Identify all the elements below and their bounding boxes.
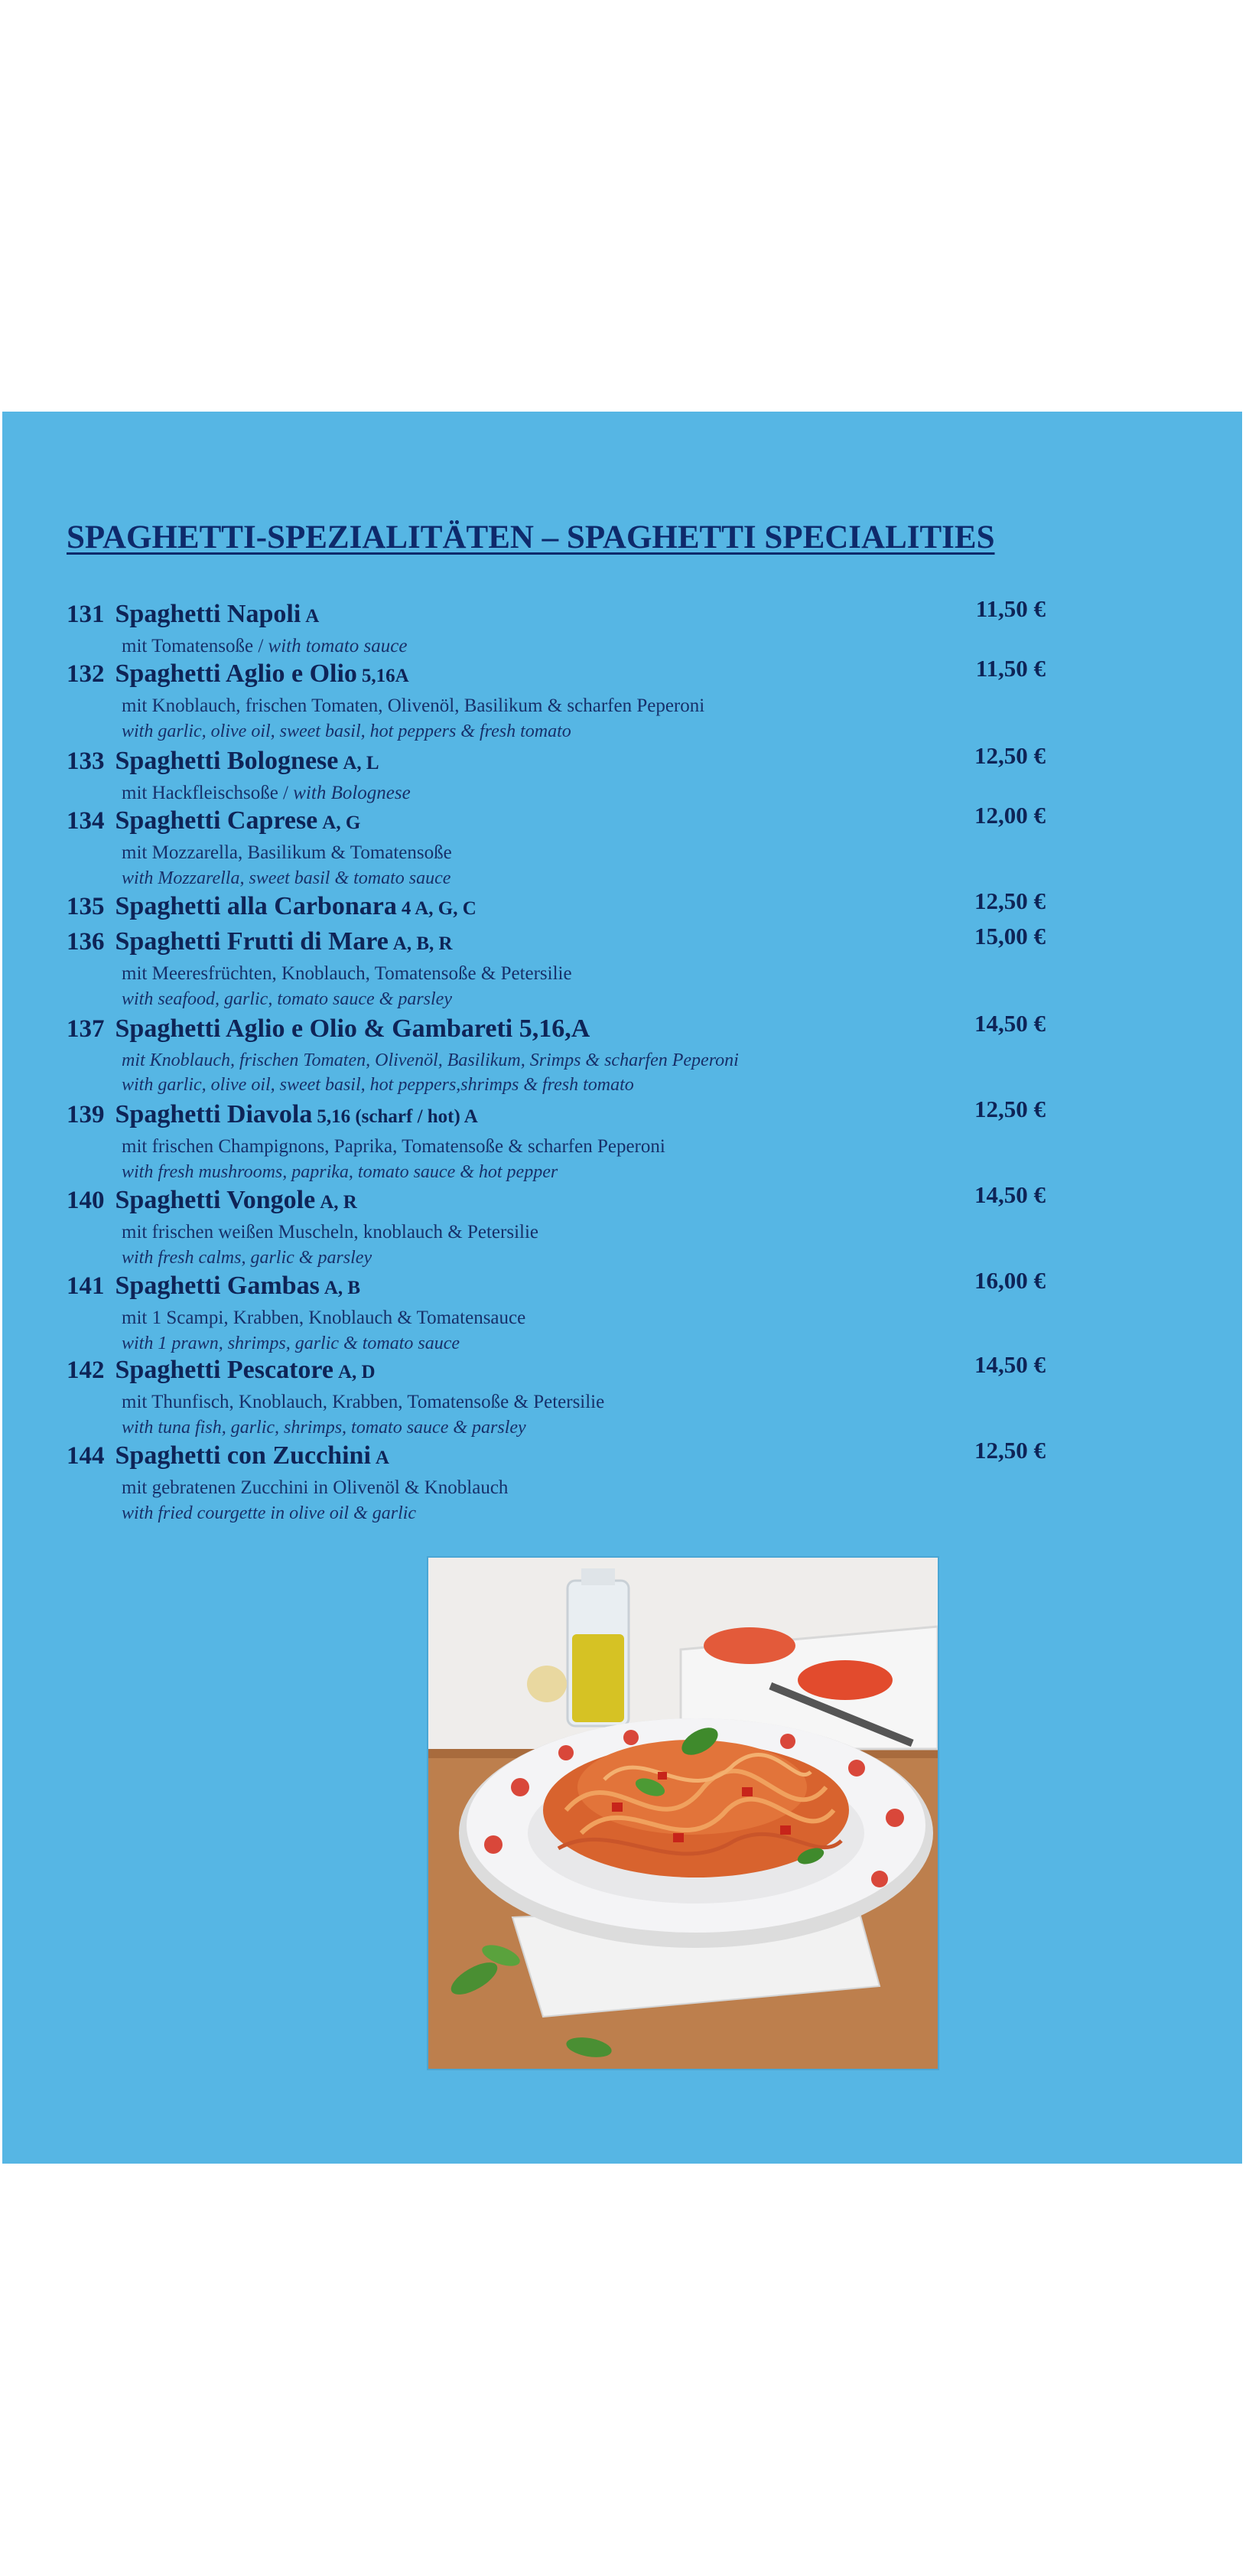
menu-item-131 [67, 595, 1046, 659]
item-name: Spaghetti Gambas [115, 1272, 320, 1300]
menu-item-136 [67, 923, 1046, 1011]
menu-title: SPAGHETTI-SPEZIALITÄTEN – SPAGHETTI SPECIALITIES [67, 519, 995, 555]
item-name: Spaghetti Pescatore [115, 1356, 333, 1384]
item-allergens: A [375, 1448, 389, 1468]
item-number: 135 [67, 893, 105, 920]
item-description-de: mit Hackfleischsoße / [122, 783, 294, 803]
item-description-en: with tomato sauce [268, 636, 408, 656]
item-header [67, 1351, 1046, 1389]
item-number: 141 [67, 1272, 105, 1300]
item-price: 12,00 € [974, 802, 1046, 829]
item-header [67, 1096, 1046, 1134]
item-number: 131 [67, 601, 105, 628]
item-price: 16,00 € [974, 1267, 1046, 1294]
item-description-de: mit Knoblauch, frischen Tomaten, Olivenöl, Basilikum & scharfen Peperoni [122, 695, 705, 716]
item-name: Spaghetti Aglio e Olio [115, 659, 357, 688]
item-price: 11,50 € [975, 655, 1046, 682]
item-description-en: with fresh mushrooms, paprika, tomato sauce & hot pepper [122, 1162, 558, 1182]
item-header [67, 1437, 1046, 1475]
item-header [67, 923, 1046, 961]
item-description-en: with tuna fish, garlic, shrimps, tomato sauce & parsley [122, 1418, 526, 1438]
item-number: 137 [67, 1015, 105, 1043]
item-header [67, 802, 1046, 840]
item-header [67, 1267, 1046, 1305]
item-number: 136 [67, 928, 105, 956]
item-allergens: A, B [324, 1278, 361, 1298]
item-allergens: A, G [322, 813, 361, 833]
spaghetti-dish-photo [428, 1558, 938, 2069]
item-header [67, 595, 1046, 633]
item-header [67, 887, 1046, 926]
item-number: 133 [67, 747, 105, 775]
item-price: 12,50 € [974, 1437, 1046, 1464]
item-description-en: with garlic, olive oil, sweet basil, hot peppers,shrimps & fresh tomato [122, 1075, 634, 1095]
item-allergens: 4 A, G, C [401, 898, 477, 919]
menu-item-137 [67, 1010, 1046, 1097]
item-description-en: with garlic, olive oil, sweet basil, hot peppers & fresh tomato [122, 721, 571, 741]
item-description-de: mit Knoblauch, frischen Tomaten, Olivenöl, Basilikum, Srimps & scharfen Peperoni [122, 1050, 739, 1070]
item-header [67, 742, 1046, 780]
item-allergens: A, R [320, 1192, 357, 1213]
item-number: 132 [67, 660, 105, 688]
menu-item-133 [67, 742, 1046, 806]
item-description-de: mit frischen Champignons, Paprika, Tomatensoße & scharfen Peperoni [122, 1136, 665, 1157]
item-header [67, 1181, 1046, 1220]
item-description [122, 633, 1046, 659]
item-description-de: mit gebratenen Zucchini in Olivenöl & Knoblauch [122, 1477, 509, 1498]
item-description-en: with 1 prawn, shrimps, garlic & tomato sauce [122, 1334, 460, 1353]
item-price: 12,50 € [974, 887, 1046, 914]
item-allergens: A, D [337, 1362, 376, 1382]
item-price: 11,50 € [975, 595, 1046, 622]
item-description-de: mit Tomatensoße / [122, 636, 268, 656]
item-allergens: A, L [343, 753, 379, 773]
item-price: 12,50 € [974, 742, 1046, 769]
item-allergens: 5,16A [361, 666, 409, 686]
item-description-en: with fresh calms, garlic & parsley [122, 1248, 372, 1268]
item-name: Spaghetti Vongole [115, 1186, 316, 1214]
item-number: 139 [67, 1101, 105, 1128]
menu-item-139 [67, 1096, 1046, 1184]
menu-item-144 [67, 1437, 1046, 1526]
item-number: 140 [67, 1187, 105, 1214]
item-name: Spaghetti con Zucchini [115, 1441, 371, 1470]
item-allergens: 5,16 (scharf / hot) A [317, 1106, 478, 1127]
spaghetti-dish-icon [428, 1558, 938, 2069]
item-description-de: mit Mozzarella, Basilikum & Tomatensoße [122, 842, 452, 863]
item-price: 14,50 € [974, 1010, 1046, 1037]
item-description-en: with fried courgette in olive oil & garlic [122, 1503, 417, 1523]
menu-item-142 [67, 1351, 1046, 1440]
item-allergens: A [305, 606, 320, 627]
menu-item-132 [67, 655, 1046, 744]
item-description-en: with seafood, garlic, tomato sauce & parsley [122, 989, 452, 1009]
menu-page [2, 412, 1242, 2164]
menu-item-141 [67, 1267, 1046, 1356]
menu-item-135 [67, 887, 1046, 926]
item-price: 12,50 € [974, 1096, 1046, 1122]
item-name: Spaghetti Frutti di Mare [115, 927, 389, 956]
item-description-en: with Bolognese [293, 783, 411, 803]
item-description-de: mit Thunfisch, Knoblauch, Krabben, Tomatensoße & Petersilie [122, 1392, 605, 1412]
item-name: Spaghetti Aglio e Olio & Gambareti 5,16,A [115, 1014, 590, 1043]
item-name: Spaghetti Diavola [115, 1100, 313, 1128]
item-name: Spaghetti alla Carbonara [115, 892, 397, 920]
item-description-en: with Mozzarella, sweet basil & tomato sauce [122, 868, 451, 888]
item-name: Spaghetti Napoli [115, 600, 301, 628]
item-header [67, 1010, 1046, 1048]
item-description-de: mit frischen weißen Muscheln, knoblauch & Petersilie [122, 1222, 539, 1242]
item-header [67, 655, 1046, 693]
item-price: 14,50 € [974, 1181, 1046, 1208]
item-description [122, 780, 1046, 806]
item-description-de: mit Meeresfrüchten, Knoblauch, Tomatensoße & Petersilie [122, 963, 572, 984]
menu-item-140 [67, 1181, 1046, 1270]
item-number: 134 [67, 807, 105, 835]
item-allergens: A, B, R [392, 933, 453, 954]
item-number: 142 [67, 1356, 105, 1384]
item-price: 14,50 € [974, 1351, 1046, 1378]
item-number: 144 [67, 1442, 105, 1470]
item-description-de: mit 1 Scampi, Krabben, Knoblauch & Tomatensauce [122, 1308, 526, 1328]
item-name: Spaghetti Caprese [115, 806, 318, 835]
menu-item-134 [67, 802, 1046, 891]
item-name: Spaghetti Bolognese [115, 747, 339, 775]
item-price: 15,00 € [974, 923, 1046, 949]
